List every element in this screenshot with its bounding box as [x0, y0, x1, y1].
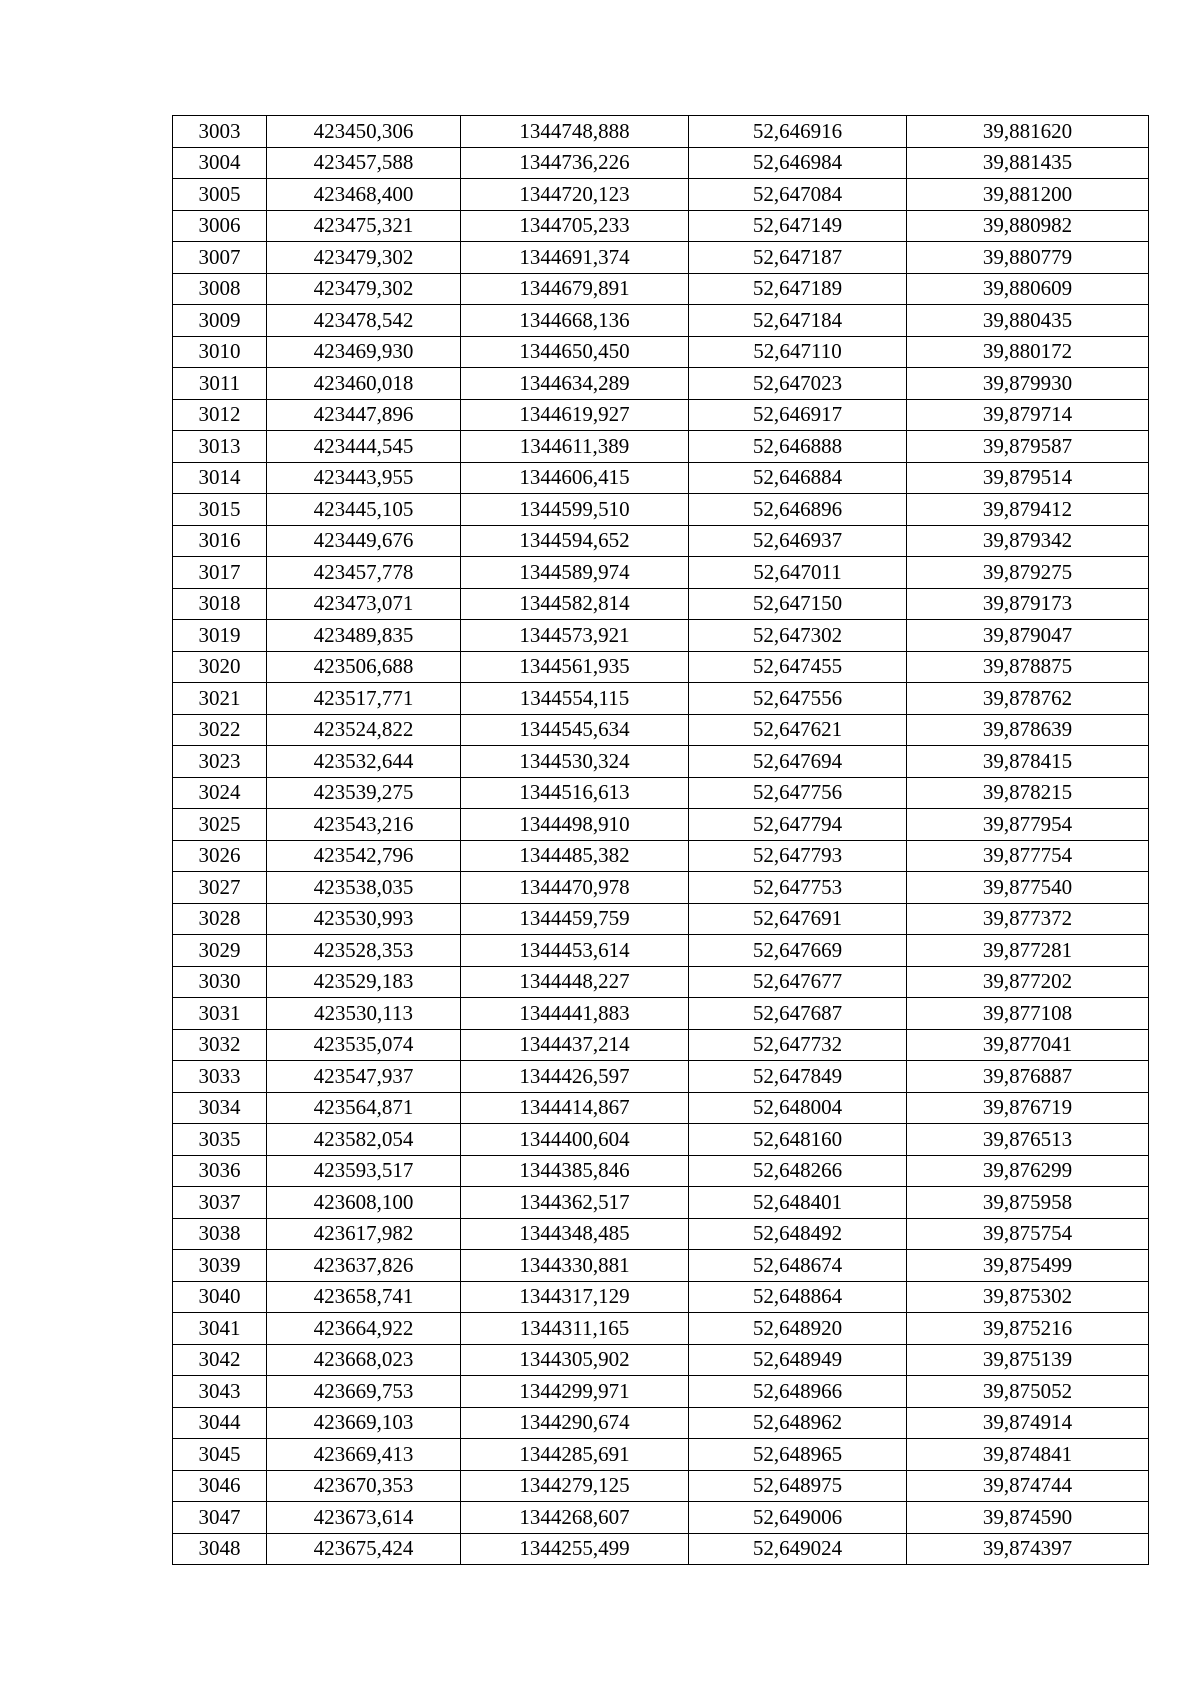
point-number-cell: 3040 — [173, 1281, 267, 1313]
table-row — [173, 116, 1149, 148]
latitude-cell: 52,647149 — [689, 210, 907, 242]
point-number-cell: 3045 — [173, 1439, 267, 1471]
latitude-cell: 52,647669 — [689, 935, 907, 967]
latitude-cell: 52,647694 — [689, 746, 907, 778]
y-coordinate-cell: 1344400,604 — [461, 1124, 689, 1156]
table-row — [173, 1061, 1149, 1093]
point-number-cell: 3005 — [173, 179, 267, 211]
point-number-cell: 3003 — [173, 116, 267, 148]
y-coordinate-cell: 1344619,927 — [461, 399, 689, 431]
table-row — [173, 1439, 1149, 1471]
latitude-cell: 52,648864 — [689, 1281, 907, 1313]
x-coordinate-cell: 423469,930 — [267, 336, 461, 368]
y-coordinate-cell: 1344441,883 — [461, 998, 689, 1030]
latitude-cell: 52,646984 — [689, 147, 907, 179]
table-row — [173, 966, 1149, 998]
longitude-cell: 39,875958 — [907, 1187, 1149, 1219]
y-coordinate-cell: 1344299,971 — [461, 1376, 689, 1408]
y-coordinate-cell: 1344691,374 — [461, 242, 689, 274]
latitude-cell: 52,648962 — [689, 1407, 907, 1439]
y-coordinate-cell: 1344748,888 — [461, 116, 689, 148]
latitude-cell: 52,647556 — [689, 683, 907, 715]
latitude-cell: 52,647150 — [689, 588, 907, 620]
x-coordinate-cell: 423473,071 — [267, 588, 461, 620]
x-coordinate-cell: 423529,183 — [267, 966, 461, 998]
x-coordinate-cell: 423673,614 — [267, 1502, 461, 1534]
coordinates-table-body — [173, 116, 1149, 1565]
y-coordinate-cell: 1344255,499 — [461, 1533, 689, 1565]
x-coordinate-cell: 423668,023 — [267, 1344, 461, 1376]
latitude-cell: 52,649006 — [689, 1502, 907, 1534]
table-row — [173, 1187, 1149, 1219]
table-row — [173, 431, 1149, 463]
table-row — [173, 179, 1149, 211]
x-coordinate-cell: 423593,517 — [267, 1155, 461, 1187]
latitude-cell: 52,647023 — [689, 368, 907, 400]
point-number-cell: 3013 — [173, 431, 267, 463]
table-row — [173, 1313, 1149, 1345]
x-coordinate-cell: 423658,741 — [267, 1281, 461, 1313]
longitude-cell: 39,878215 — [907, 777, 1149, 809]
x-coordinate-cell: 423478,542 — [267, 305, 461, 337]
x-coordinate-cell: 423608,100 — [267, 1187, 461, 1219]
y-coordinate-cell: 1344317,129 — [461, 1281, 689, 1313]
y-coordinate-cell: 1344530,324 — [461, 746, 689, 778]
point-number-cell: 3004 — [173, 147, 267, 179]
x-coordinate-cell: 423539,275 — [267, 777, 461, 809]
longitude-cell: 39,874397 — [907, 1533, 1149, 1565]
point-number-cell: 3039 — [173, 1250, 267, 1282]
longitude-cell: 39,874590 — [907, 1502, 1149, 1534]
x-coordinate-cell: 423530,993 — [267, 903, 461, 935]
table-row — [173, 777, 1149, 809]
latitude-cell: 52,648492 — [689, 1218, 907, 1250]
table-row — [173, 809, 1149, 841]
y-coordinate-cell: 1344498,910 — [461, 809, 689, 841]
y-coordinate-cell: 1344448,227 — [461, 966, 689, 998]
table-row — [173, 714, 1149, 746]
latitude-cell: 52,646896 — [689, 494, 907, 526]
point-number-cell: 3042 — [173, 1344, 267, 1376]
x-coordinate-cell: 423449,676 — [267, 525, 461, 557]
y-coordinate-cell: 1344554,115 — [461, 683, 689, 715]
table-row — [173, 525, 1149, 557]
table-row — [173, 1029, 1149, 1061]
y-coordinate-cell: 1344582,814 — [461, 588, 689, 620]
point-number-cell: 3046 — [173, 1470, 267, 1502]
point-number-cell: 3016 — [173, 525, 267, 557]
table-row — [173, 840, 1149, 872]
y-coordinate-cell: 1344679,891 — [461, 273, 689, 305]
latitude-cell: 52,647753 — [689, 872, 907, 904]
table-row — [173, 273, 1149, 305]
longitude-cell: 39,879514 — [907, 462, 1149, 494]
point-number-cell: 3025 — [173, 809, 267, 841]
latitude-cell: 52,647849 — [689, 1061, 907, 1093]
x-coordinate-cell: 423535,074 — [267, 1029, 461, 1061]
longitude-cell: 39,881435 — [907, 147, 1149, 179]
y-coordinate-cell: 1344459,759 — [461, 903, 689, 935]
x-coordinate-cell: 423547,937 — [267, 1061, 461, 1093]
x-coordinate-cell: 423538,035 — [267, 872, 461, 904]
point-number-cell: 3047 — [173, 1502, 267, 1534]
longitude-cell: 39,875139 — [907, 1344, 1149, 1376]
table-row — [173, 1533, 1149, 1565]
point-number-cell: 3031 — [173, 998, 267, 1030]
longitude-cell: 39,880982 — [907, 210, 1149, 242]
latitude-cell: 52,648975 — [689, 1470, 907, 1502]
x-coordinate-cell: 423517,771 — [267, 683, 461, 715]
y-coordinate-cell: 1344470,978 — [461, 872, 689, 904]
longitude-cell: 39,874744 — [907, 1470, 1149, 1502]
point-number-cell: 3012 — [173, 399, 267, 431]
longitude-cell: 39,879930 — [907, 368, 1149, 400]
longitude-cell: 39,875216 — [907, 1313, 1149, 1345]
longitude-cell: 39,877202 — [907, 966, 1149, 998]
table-row — [173, 998, 1149, 1030]
latitude-cell: 52,647302 — [689, 620, 907, 652]
table-row — [173, 242, 1149, 274]
point-number-cell: 3038 — [173, 1218, 267, 1250]
y-coordinate-cell: 1344589,974 — [461, 557, 689, 589]
latitude-cell: 52,648949 — [689, 1344, 907, 1376]
latitude-cell: 52,648965 — [689, 1439, 907, 1471]
table-row — [173, 1407, 1149, 1439]
longitude-cell: 39,878762 — [907, 683, 1149, 715]
point-number-cell: 3006 — [173, 210, 267, 242]
table-row — [173, 872, 1149, 904]
point-number-cell: 3008 — [173, 273, 267, 305]
y-coordinate-cell: 1344305,902 — [461, 1344, 689, 1376]
x-coordinate-cell: 423475,321 — [267, 210, 461, 242]
x-coordinate-cell: 423447,896 — [267, 399, 461, 431]
latitude-cell: 52,649024 — [689, 1533, 907, 1565]
x-coordinate-cell: 423675,424 — [267, 1533, 461, 1565]
table-row — [173, 935, 1149, 967]
point-number-cell: 3011 — [173, 368, 267, 400]
longitude-cell: 39,876299 — [907, 1155, 1149, 1187]
point-number-cell: 3019 — [173, 620, 267, 652]
latitude-cell: 52,647110 — [689, 336, 907, 368]
longitude-cell: 39,875499 — [907, 1250, 1149, 1282]
longitude-cell: 39,877108 — [907, 998, 1149, 1030]
longitude-cell: 39,879047 — [907, 620, 1149, 652]
table-row — [173, 1470, 1149, 1502]
x-coordinate-cell: 423670,353 — [267, 1470, 461, 1502]
latitude-cell: 52,647687 — [689, 998, 907, 1030]
latitude-cell: 52,647756 — [689, 777, 907, 809]
y-coordinate-cell: 1344414,867 — [461, 1092, 689, 1124]
y-coordinate-cell: 1344437,214 — [461, 1029, 689, 1061]
y-coordinate-cell: 1344573,921 — [461, 620, 689, 652]
y-coordinate-cell: 1344385,846 — [461, 1155, 689, 1187]
longitude-cell: 39,876513 — [907, 1124, 1149, 1156]
y-coordinate-cell: 1344330,881 — [461, 1250, 689, 1282]
y-coordinate-cell: 1344453,614 — [461, 935, 689, 967]
point-number-cell: 3015 — [173, 494, 267, 526]
point-number-cell: 3043 — [173, 1376, 267, 1408]
table-row — [173, 1092, 1149, 1124]
y-coordinate-cell: 1344594,652 — [461, 525, 689, 557]
point-number-cell: 3027 — [173, 872, 267, 904]
x-coordinate-cell: 423479,302 — [267, 273, 461, 305]
longitude-cell: 39,879173 — [907, 588, 1149, 620]
table-row — [173, 1155, 1149, 1187]
longitude-cell: 39,876887 — [907, 1061, 1149, 1093]
x-coordinate-cell: 423468,400 — [267, 179, 461, 211]
y-coordinate-cell: 1344348,485 — [461, 1218, 689, 1250]
longitude-cell: 39,875052 — [907, 1376, 1149, 1408]
longitude-cell: 39,879342 — [907, 525, 1149, 557]
y-coordinate-cell: 1344736,226 — [461, 147, 689, 179]
x-coordinate-cell: 423564,871 — [267, 1092, 461, 1124]
y-coordinate-cell: 1344279,125 — [461, 1470, 689, 1502]
point-number-cell: 3024 — [173, 777, 267, 809]
y-coordinate-cell: 1344599,510 — [461, 494, 689, 526]
table-row — [173, 305, 1149, 337]
x-coordinate-cell: 423669,413 — [267, 1439, 461, 1471]
x-coordinate-cell: 423444,545 — [267, 431, 461, 463]
table-row — [173, 1502, 1149, 1534]
table-row — [173, 620, 1149, 652]
x-coordinate-cell: 423506,688 — [267, 651, 461, 683]
point-number-cell: 3010 — [173, 336, 267, 368]
x-coordinate-cell: 423543,216 — [267, 809, 461, 841]
table-row — [173, 903, 1149, 935]
longitude-cell: 39,874914 — [907, 1407, 1149, 1439]
latitude-cell: 52,647011 — [689, 557, 907, 589]
table-row — [173, 368, 1149, 400]
table-row — [173, 1124, 1149, 1156]
longitude-cell: 39,874841 — [907, 1439, 1149, 1471]
latitude-cell: 52,647187 — [689, 242, 907, 274]
table-row — [173, 336, 1149, 368]
longitude-cell: 39,879275 — [907, 557, 1149, 589]
table-row — [173, 746, 1149, 778]
x-coordinate-cell: 423669,103 — [267, 1407, 461, 1439]
longitude-cell: 39,876719 — [907, 1092, 1149, 1124]
table-row — [173, 651, 1149, 683]
point-number-cell: 3026 — [173, 840, 267, 872]
y-coordinate-cell: 1344634,289 — [461, 368, 689, 400]
y-coordinate-cell: 1344720,123 — [461, 179, 689, 211]
longitude-cell: 39,877041 — [907, 1029, 1149, 1061]
longitude-cell: 39,879412 — [907, 494, 1149, 526]
y-coordinate-cell: 1344485,382 — [461, 840, 689, 872]
longitude-cell: 39,881620 — [907, 116, 1149, 148]
point-number-cell: 3033 — [173, 1061, 267, 1093]
y-coordinate-cell: 1344705,233 — [461, 210, 689, 242]
x-coordinate-cell: 423450,306 — [267, 116, 461, 148]
latitude-cell: 52,648266 — [689, 1155, 907, 1187]
table-row — [173, 1344, 1149, 1376]
point-number-cell: 3029 — [173, 935, 267, 967]
longitude-cell: 39,877754 — [907, 840, 1149, 872]
point-number-cell: 3035 — [173, 1124, 267, 1156]
point-number-cell: 3023 — [173, 746, 267, 778]
point-number-cell: 3020 — [173, 651, 267, 683]
x-coordinate-cell: 423542,796 — [267, 840, 461, 872]
latitude-cell: 52,648004 — [689, 1092, 907, 1124]
point-number-cell: 3036 — [173, 1155, 267, 1187]
longitude-cell: 39,879714 — [907, 399, 1149, 431]
point-number-cell: 3021 — [173, 683, 267, 715]
latitude-cell: 52,647732 — [689, 1029, 907, 1061]
longitude-cell: 39,877954 — [907, 809, 1149, 841]
latitude-cell: 52,647084 — [689, 179, 907, 211]
longitude-cell: 39,877281 — [907, 935, 1149, 967]
table-row — [173, 1218, 1149, 1250]
y-coordinate-cell: 1344611,389 — [461, 431, 689, 463]
x-coordinate-cell: 423524,822 — [267, 714, 461, 746]
longitude-cell: 39,880435 — [907, 305, 1149, 337]
latitude-cell: 52,647189 — [689, 273, 907, 305]
y-coordinate-cell: 1344426,597 — [461, 1061, 689, 1093]
y-coordinate-cell: 1344650,450 — [461, 336, 689, 368]
point-number-cell: 3048 — [173, 1533, 267, 1565]
table-row — [173, 494, 1149, 526]
longitude-cell: 39,881200 — [907, 179, 1149, 211]
y-coordinate-cell: 1344606,415 — [461, 462, 689, 494]
point-number-cell: 3041 — [173, 1313, 267, 1345]
latitude-cell: 52,647794 — [689, 809, 907, 841]
longitude-cell: 39,875754 — [907, 1218, 1149, 1250]
table-row — [173, 462, 1149, 494]
point-number-cell: 3044 — [173, 1407, 267, 1439]
longitude-cell: 39,878639 — [907, 714, 1149, 746]
y-coordinate-cell: 1344290,674 — [461, 1407, 689, 1439]
point-number-cell: 3037 — [173, 1187, 267, 1219]
latitude-cell: 52,648674 — [689, 1250, 907, 1282]
x-coordinate-cell: 423460,018 — [267, 368, 461, 400]
coordinates-table — [172, 115, 1149, 1565]
latitude-cell: 52,646884 — [689, 462, 907, 494]
x-coordinate-cell: 423445,105 — [267, 494, 461, 526]
point-number-cell: 3017 — [173, 557, 267, 589]
longitude-cell: 39,878875 — [907, 651, 1149, 683]
longitude-cell: 39,880779 — [907, 242, 1149, 274]
table-row — [173, 557, 1149, 589]
longitude-cell: 39,879587 — [907, 431, 1149, 463]
x-coordinate-cell: 423457,778 — [267, 557, 461, 589]
longitude-cell: 39,875302 — [907, 1281, 1149, 1313]
y-coordinate-cell: 1344516,613 — [461, 777, 689, 809]
y-coordinate-cell: 1344362,517 — [461, 1187, 689, 1219]
point-number-cell: 3022 — [173, 714, 267, 746]
latitude-cell: 52,647691 — [689, 903, 907, 935]
table-row — [173, 588, 1149, 620]
x-coordinate-cell: 423489,835 — [267, 620, 461, 652]
table-row — [173, 399, 1149, 431]
longitude-cell: 39,880172 — [907, 336, 1149, 368]
latitude-cell: 52,648920 — [689, 1313, 907, 1345]
point-number-cell: 3030 — [173, 966, 267, 998]
point-number-cell: 3018 — [173, 588, 267, 620]
latitude-cell: 52,647793 — [689, 840, 907, 872]
x-coordinate-cell: 423443,955 — [267, 462, 461, 494]
table-row — [173, 210, 1149, 242]
x-coordinate-cell: 423582,054 — [267, 1124, 461, 1156]
table-row — [173, 147, 1149, 179]
table-row — [173, 1376, 1149, 1408]
table-row — [173, 683, 1149, 715]
point-number-cell: 3009 — [173, 305, 267, 337]
point-number-cell: 3007 — [173, 242, 267, 274]
y-coordinate-cell: 1344285,691 — [461, 1439, 689, 1471]
latitude-cell: 52,646917 — [689, 399, 907, 431]
longitude-cell: 39,880609 — [907, 273, 1149, 305]
x-coordinate-cell: 423637,826 — [267, 1250, 461, 1282]
latitude-cell: 52,647455 — [689, 651, 907, 683]
latitude-cell: 52,648966 — [689, 1376, 907, 1408]
x-coordinate-cell: 423617,982 — [267, 1218, 461, 1250]
x-coordinate-cell: 423669,753 — [267, 1376, 461, 1408]
longitude-cell: 39,877372 — [907, 903, 1149, 935]
x-coordinate-cell: 423664,922 — [267, 1313, 461, 1345]
longitude-cell: 39,877540 — [907, 872, 1149, 904]
point-number-cell: 3014 — [173, 462, 267, 494]
x-coordinate-cell: 423532,644 — [267, 746, 461, 778]
y-coordinate-cell: 1344311,165 — [461, 1313, 689, 1345]
latitude-cell: 52,647677 — [689, 966, 907, 998]
table-row — [173, 1281, 1149, 1313]
latitude-cell: 52,648401 — [689, 1187, 907, 1219]
y-coordinate-cell: 1344268,607 — [461, 1502, 689, 1534]
x-coordinate-cell: 423479,302 — [267, 242, 461, 274]
x-coordinate-cell: 423457,588 — [267, 147, 461, 179]
latitude-cell: 52,646916 — [689, 116, 907, 148]
x-coordinate-cell: 423528,353 — [267, 935, 461, 967]
latitude-cell: 52,647621 — [689, 714, 907, 746]
latitude-cell: 52,646888 — [689, 431, 907, 463]
latitude-cell: 52,647184 — [689, 305, 907, 337]
point-number-cell: 3034 — [173, 1092, 267, 1124]
x-coordinate-cell: 423530,113 — [267, 998, 461, 1030]
latitude-cell: 52,648160 — [689, 1124, 907, 1156]
y-coordinate-cell: 1344545,634 — [461, 714, 689, 746]
y-coordinate-cell: 1344668,136 — [461, 305, 689, 337]
latitude-cell: 52,646937 — [689, 525, 907, 557]
table-row — [173, 1250, 1149, 1282]
point-number-cell: 3032 — [173, 1029, 267, 1061]
point-number-cell: 3028 — [173, 903, 267, 935]
longitude-cell: 39,878415 — [907, 746, 1149, 778]
y-coordinate-cell: 1344561,935 — [461, 651, 689, 683]
